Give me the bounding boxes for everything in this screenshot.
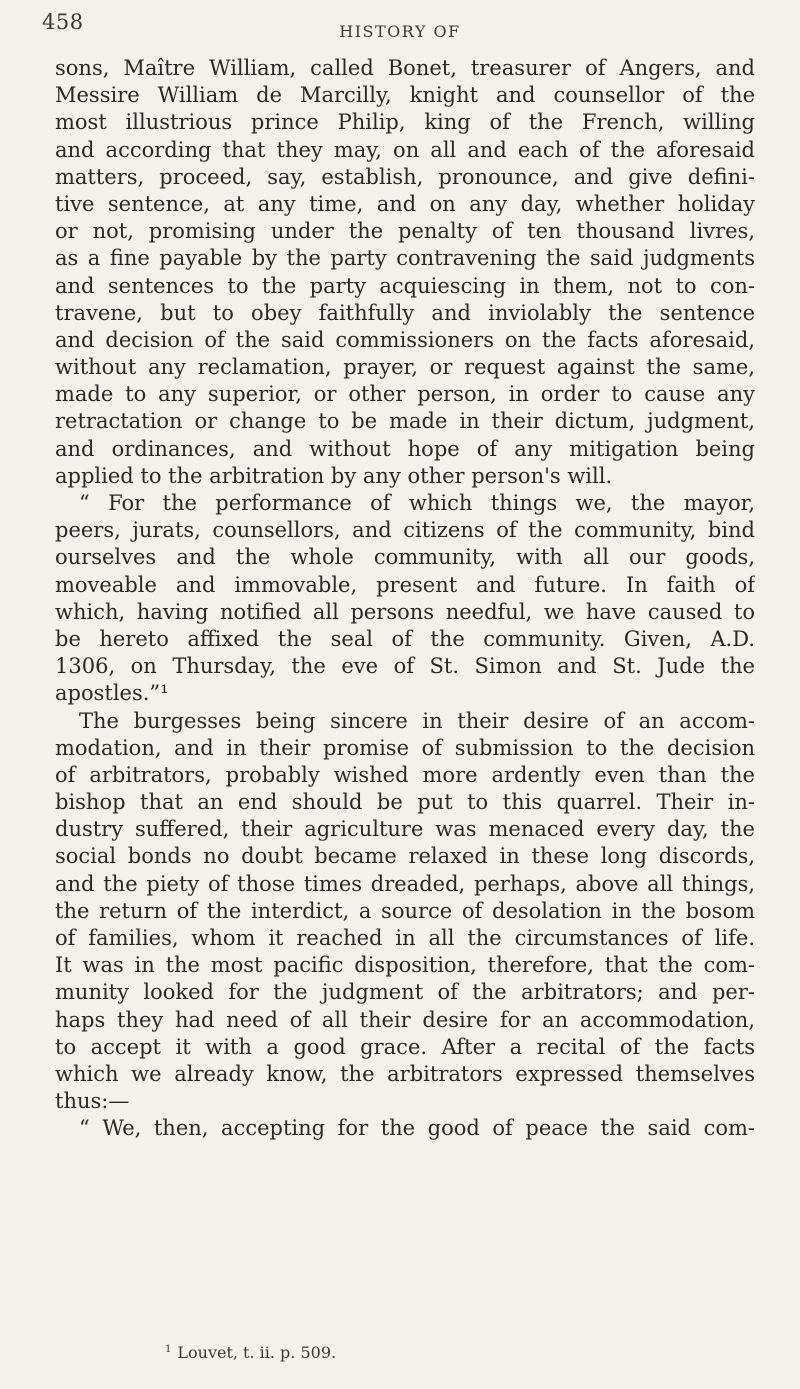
text-line: and sentences to the party acquiescing in them, not to con- (55, 273, 755, 298)
text-line: Messire William de Marcilly, knight and counsellor of the (55, 83, 755, 108)
text-line: travene, but to obey faithfully and inviolably the sentence (55, 300, 755, 325)
text-line: moveable and immovable, present and future. In faith of (55, 572, 755, 597)
text-line: ourselves and the whole community, with all our goods, (55, 545, 755, 570)
text-line: of families, whom it reached in all the circumstances of life. (55, 926, 755, 950)
footnote-text: Louvet, t. ii. p. 509. (177, 1343, 337, 1362)
text-line: which we already know, the arbitrators expressed themselves (55, 1061, 755, 1086)
text-line: The burgesses being sincere in their desire of an accom- (79, 708, 755, 733)
text-line: munity looked for the judgment of the arbitrators; and per- (55, 980, 755, 1005)
text-line: the return of the interdict, a source of desolation in the bosom (55, 898, 755, 923)
text-line: modation, and in their promise of submission to the decision (55, 735, 755, 760)
text-line: applied to the arbitration by any other person's will. (55, 463, 613, 488)
text-line: which, having notified all persons needful, we have caused to (55, 599, 755, 624)
text-line: It was in the most pacific disposition, therefore, that the com- (55, 953, 755, 978)
text-line: of arbitrators, probably wished more ardently even than the (55, 762, 755, 787)
text-line: retractation or change to be made in their dictum, judgment, (55, 409, 755, 434)
text-line: to accept it with a good grace. After a recital of the facts (55, 1034, 755, 1059)
text-line: “ We, then, accepting for the good of peace the said com- (79, 1116, 755, 1141)
text-line: be hereto affixed the seal of the community. Given, A.D. (55, 626, 755, 651)
running-title: HISTORY OF (339, 22, 461, 41)
text-line: and ordinances, and without hope of any mitigation being (55, 436, 755, 461)
page-number: 458 (42, 10, 84, 34)
text-line: “ For the performance of which things we, the mayor, (79, 491, 755, 515)
text-line: without any reclamation, prayer, or request against the same, (55, 355, 755, 380)
text-line: apostles.”¹ (55, 681, 169, 706)
footnote-marker: 1 (165, 1343, 172, 1355)
text-line: dustry suffered, their agriculture was menaced every day, the (55, 817, 755, 842)
text-line: and according that they may, on all and each of the aforesaid (55, 137, 755, 162)
text-line: peers, jurats, counsellors, and citizens of the community, bind (55, 518, 755, 543)
text-line: and decision of the said commissioners on the facts aforesaid, (55, 327, 755, 352)
text-line: thus:— (55, 1089, 130, 1114)
text-line: social bonds no doubt became relaxed in these long discords, (55, 844, 755, 869)
text-line: matters, proceed, say, establish, pronounce, and give defini- (55, 164, 755, 189)
text-line: and the piety of those times dreaded, perhaps, above all things, (55, 871, 755, 896)
text-line: made to any superior, or other person, in order to cause any (55, 382, 755, 407)
text-line: as a fine payable by the party contravening the said judgments (55, 246, 755, 271)
text-line: bishop that an end should be put to this quarrel. Their in- (55, 790, 755, 815)
text-line: most illustrious prince Philip, king of the French, willing (55, 110, 755, 135)
text-line: haps they had need of all their desire for an accommodation, (55, 1007, 755, 1032)
text-line: sons, Maître William, called Bonet, treasurer of Angers, and (55, 56, 755, 80)
text-line: or not, promising under the penalty of ten thousand livres, (55, 219, 755, 244)
footnote (165, 1343, 336, 1362)
text-line: tive sentence, at any time, and on any day, whether holiday (55, 191, 755, 216)
body-text (55, 55, 755, 1143)
text-line: 1306, on Thursday, the eve of St. Simon and St. Jude the (55, 654, 755, 679)
